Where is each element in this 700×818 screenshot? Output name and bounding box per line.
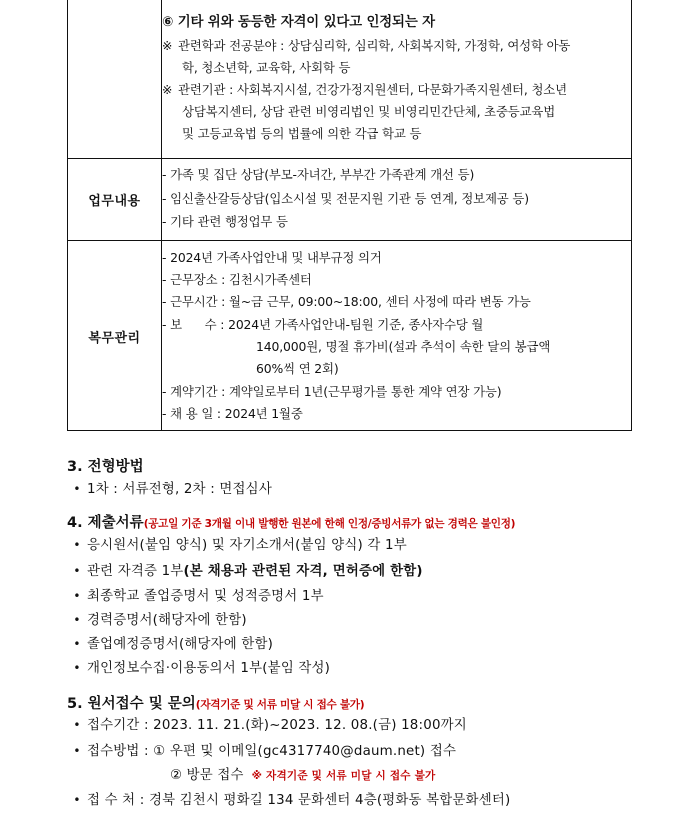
bullet: • (73, 482, 81, 496)
section-4-note: (공고일 기준 3개월 이내 발행한 원본에 한해 인정/증빙서류가 없는 경력은 불인정) (143, 518, 516, 530)
service-pay: - 보 수 : 2024년 가족사업안내-팀원 기준, 종사자수당 월 (162, 317, 484, 332)
service-contract: - 계약기간 : 계약일로부터 1년(근무평가를 통한 계약 연장 가능) (162, 384, 502, 399)
duty-item: - 가족 및 집단 상담(부모-자녀간, 부부간 가족관계 개선 등) (162, 167, 475, 182)
note-mark: ※ (162, 38, 173, 53)
duty-item: - 기타 관련 행정업무 등 (162, 214, 288, 229)
service-hours: - 근무시간 : 월~금 근무, 09:00~18:00, 센터 사정에 따라 변동 가능 (162, 294, 531, 309)
related-majors-line: 관련학과 전공분야 : 상담심리학, 심리학, 사회복지학, 가정학, 여성학 아동 (178, 38, 571, 53)
note-mark: ※ (162, 82, 173, 97)
row-label-empty (68, 0, 162, 158)
service-label: 복무관리 (68, 241, 162, 431)
service-hire-date: - 채 용 일 : 2024년 1월중 (162, 406, 303, 421)
bullet: • (73, 744, 81, 758)
qualification-heading: ⑥ 기타 위와 동등한 자격이 있다고 인정되는 자 (162, 15, 435, 30)
service-pay-3: 60%씩 연 2회) (256, 361, 339, 376)
section-3-title: 3. 전형방법 (67, 459, 144, 475)
bullet: • (73, 718, 81, 732)
list-item: • 개인정보수집·이용동의서 1부(붙임 작성) (67, 657, 330, 679)
section-5-note: (자격기준 및 서류 미달 시 접수 불가) (195, 699, 365, 711)
bullet: • (73, 661, 81, 675)
bullet: • (73, 793, 81, 807)
table-row-duties (68, 158, 631, 240)
bullet: • (73, 564, 81, 578)
bullet: • (73, 589, 81, 603)
list-item: • 1차 : 서류전형, 2차 : 면접심사 (67, 478, 272, 500)
section-5 (67, 692, 364, 713)
duty-item: - 임신출산갈등상담(입소시설 및 전문지원 기관 등 연계, 정보제공 등) (162, 191, 529, 206)
recruitment-table (67, 0, 632, 431)
list-item: • 접 수 처 : 경북 김천시 평화길 134 문화센터 4층(평화동 복합문화센터) (67, 789, 510, 811)
duties-label: 업무내용 (68, 159, 162, 240)
visit-note: ※ 자격기준 및 서류 미달 시 접수 불가 (251, 770, 436, 782)
related-orgs-line: 관련기관 : 사회복지시설, 건강가정지원센터, 다문화가족지원센터, 청소년 (178, 82, 567, 97)
service-location: - 근무장소 : 김천시가족센터 (162, 272, 312, 287)
related-orgs-line-3: 및 고등교육법 등의 법률에 의한 각급 학교 등 (182, 126, 422, 141)
table-row-service (68, 240, 631, 431)
list-item: • 접수방법 : ① 우편 및 이메일(gc4317740@daum.net) 접수 (67, 740, 456, 762)
section-3 (67, 455, 144, 476)
table-row-qualification (68, 0, 631, 158)
section-5-title: 5. 원서접수 및 문의 (67, 696, 196, 712)
section-4-title: 4. 제출서류 (67, 515, 144, 531)
service-basis: - 2024년 가족사업안내 및 내부규정 의거 (162, 250, 382, 265)
list-item: • 접수기간 : 2023. 11. 21.(화)~2023. 12. 08.(금) 18:00까지 (67, 714, 467, 736)
list-item: • 응시원서(붙임 양식) 및 자기소개서(붙임 양식) 각 1부 (67, 534, 407, 556)
list-item: • 관련 자격증 1부(본 채용과 관련된 자격, 면허증에 한함) (67, 560, 423, 582)
list-item: • 졸업예정증명서(해당자에 한함) (67, 633, 273, 655)
duties-cell (162, 159, 631, 240)
related-majors-line-2: 학, 청소년학, 교육학, 사회학 등 (182, 60, 351, 75)
section-4 (67, 511, 515, 532)
bullet: • (73, 538, 81, 552)
qualification-cell (162, 0, 631, 158)
bullet: • (73, 613, 81, 627)
list-item-continuation: ② 방문 접수 ※ 자격기준 및 서류 미달 시 접수 불가 (170, 768, 436, 783)
list-item: • 경력증명서(해당자에 한함) (67, 609, 247, 631)
service-cell (162, 241, 631, 431)
service-pay-2: 140,000원, 명절 휴가비(설과 추석이 속한 달의 봉급액 (256, 339, 551, 354)
related-orgs-line-2: 상담복지센터, 상담 관련 비영리법인 및 비영리민간단체, 초중등교육법 (182, 104, 556, 119)
list-item: • 최종학교 졸업증명서 및 성적증명서 1부 (67, 585, 324, 607)
bullet: • (73, 637, 81, 651)
